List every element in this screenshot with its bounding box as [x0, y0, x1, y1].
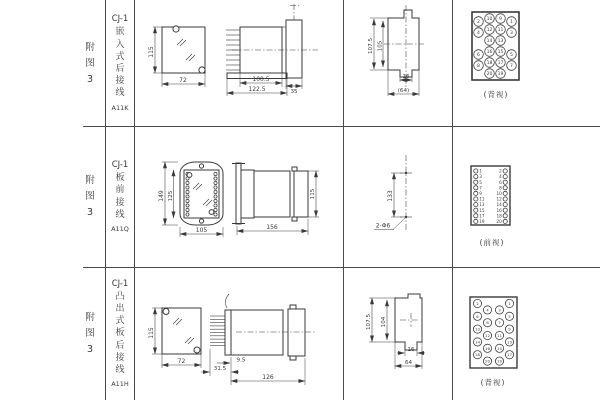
terminal-dot	[214, 195, 217, 198]
row3-fig-label	[81, 267, 99, 400]
row2-mount-type	[115, 172, 124, 221]
label-char: 接	[115, 197, 125, 208]
terminal-number: 7	[479, 185, 482, 191]
row1-cutout-front-view	[148, 26, 205, 87]
terminal-number: 11	[479, 196, 485, 202]
dim-slot-width: 16	[402, 74, 410, 80]
terminal-dot	[186, 199, 189, 202]
terminal-circle	[503, 191, 507, 195]
label-char: 图	[85, 57, 95, 69]
row3-mount-type	[115, 291, 124, 376]
screw-mark-icon	[173, 318, 194, 344]
label-char: 凸	[115, 291, 125, 302]
screw-mark-icon	[177, 39, 195, 61]
label-char: 线	[115, 365, 125, 375]
dim-panel-width: 64	[404, 360, 413, 366]
terminal-number: 20	[485, 358, 490, 364]
terminal-dot	[214, 208, 217, 211]
terminal-dot	[214, 204, 217, 207]
terminal-circle	[474, 197, 478, 201]
terminal-number: 8	[477, 64, 480, 70]
row1-side-view	[226, 4, 318, 96]
terminal-number: 18	[486, 61, 493, 67]
terminal-dots-right	[214, 172, 217, 216]
label-char: 后	[115, 340, 125, 351]
label-char: 式	[115, 316, 125, 327]
dim-total-length: 156	[266, 224, 278, 231]
terminal-dot	[186, 204, 189, 207]
terminal-number: 6	[476, 313, 479, 319]
dim-body-length: 100.5	[252, 76, 270, 83]
label-char: 图	[85, 191, 95, 202]
terminal-number: 8	[499, 185, 502, 191]
dim-cutout-width: 72	[179, 77, 187, 84]
terminal-dot	[186, 208, 189, 211]
terminal-circle	[474, 191, 478, 195]
row2-type-column	[106, 126, 134, 267]
row2-side-view	[232, 163, 319, 235]
terminal-number: 8	[486, 320, 489, 326]
row2-drilling-template	[374, 155, 412, 232]
row2-view-label: (前视)	[479, 238, 505, 247]
row3-model-label: A11H	[111, 380, 129, 389]
terminal-circle	[474, 169, 478, 173]
row1-fig-label	[81, 0, 99, 126]
screw-mark-icon	[193, 183, 212, 206]
terminal-number: 3	[498, 307, 501, 313]
terminal-number: 2	[499, 168, 502, 174]
label-char: 后	[115, 64, 125, 74]
dim-cutout-width: 72	[177, 358, 186, 365]
terminal-dots-left	[186, 172, 189, 216]
terminal-circle	[503, 203, 507, 207]
terminal-number: 9	[508, 326, 511, 332]
label-char: 接	[115, 352, 125, 363]
dim-total-length: 122.5	[248, 86, 266, 93]
terminal-number: 19	[497, 358, 502, 364]
row3-cutout-front-view	[148, 308, 201, 368]
dim-strip-height: 125	[168, 190, 174, 202]
label-char: 图	[85, 328, 95, 339]
terminal-circle	[503, 169, 507, 173]
terminal-dot	[214, 213, 217, 216]
terminal-circle	[503, 208, 507, 212]
label-char: 线	[115, 209, 125, 220]
terminal-number: 16	[496, 207, 502, 213]
terminal-number: 4	[486, 307, 489, 313]
terminal-number: 20	[496, 219, 502, 224]
terminal-circle	[474, 219, 478, 223]
terminal-number: 15	[497, 50, 504, 56]
label-char: 嵌	[115, 27, 125, 38]
terminal-number: 1	[510, 20, 513, 26]
terminal-zigzag	[473, 299, 513, 365]
terminal-number: 3	[510, 31, 513, 37]
label-char: 前	[115, 185, 125, 196]
terminal-number: 6	[499, 179, 502, 185]
terminal-number: 4	[499, 174, 502, 180]
row2-model-label: A11Q	[111, 224, 129, 233]
dim-cutout-height: 115	[148, 327, 155, 339]
terminal-number: 19	[497, 72, 504, 78]
terminal-dot	[186, 181, 189, 184]
terminal-circle	[474, 186, 478, 190]
row2-front-view	[158, 162, 223, 237]
label-char: 式	[115, 51, 125, 62]
terminal-dot	[214, 177, 217, 180]
row2-series-label: CJ-1	[111, 160, 129, 171]
terminal-number: 20	[486, 72, 493, 78]
dim-lead: 9.5	[236, 357, 246, 364]
terminal-circle	[503, 197, 507, 201]
terminal-strip	[474, 169, 508, 224]
row1-model-label: A11K	[111, 103, 129, 112]
label-char: 附	[85, 312, 95, 323]
terminal-number: 5	[510, 53, 513, 59]
terminal-grid	[474, 14, 517, 79]
terminal-number: 17	[479, 213, 485, 219]
label-char: 附	[85, 41, 95, 53]
row1-view-label: (背视)	[483, 90, 509, 99]
dim-body-height: 115	[310, 188, 316, 200]
label-char: 线	[115, 88, 125, 99]
terminal-number: 9	[479, 191, 482, 196]
dim-plate-width: 105	[195, 227, 208, 234]
label-char: 板	[115, 173, 125, 184]
row2-fig-label	[81, 126, 99, 267]
terminal-number: 19	[479, 219, 485, 224]
row3-view-label: (背视)	[480, 378, 506, 387]
row3-terminal-diagram	[470, 297, 517, 368]
terminal-number: 14	[475, 339, 480, 345]
terminal-circle	[474, 180, 478, 184]
terminal-number: 13	[479, 202, 485, 208]
dim-flange-width: 35	[290, 89, 298, 95]
label-char: 附	[85, 175, 95, 186]
terminal-number: 13	[507, 339, 512, 345]
dim-panel-outer-height: 107.5	[366, 313, 372, 331]
terminal-dot	[186, 213, 189, 216]
row1-terminal-diagram	[472, 12, 519, 80]
row3-panel-cut-view	[366, 294, 425, 369]
label-char: 3	[86, 207, 94, 218]
terminal-circle	[503, 186, 507, 190]
dim-panel-inner-height: 105	[377, 40, 384, 52]
dim-plate-height: 149	[158, 190, 165, 202]
terminal-number: 5	[508, 313, 511, 319]
label-char: 板	[115, 328, 125, 339]
terminal-number: 17	[507, 352, 512, 358]
terminal-number: 10	[475, 326, 480, 332]
row1-panel-cut-view	[368, 5, 424, 96]
terminal-circle	[474, 208, 478, 212]
terminal-number: 12	[496, 196, 502, 202]
terminal-number: 14	[486, 39, 493, 45]
label-char: 入	[115, 39, 125, 50]
terminal-number: 15	[479, 207, 485, 213]
row3-side-view	[201, 294, 316, 385]
terminal-dot	[214, 190, 217, 193]
dim-panel-outer-height: 107.5	[368, 37, 374, 55]
terminal-number: 11	[497, 28, 504, 34]
terminal-circle	[503, 180, 507, 184]
row3-type-column	[106, 267, 134, 400]
terminal-number: 10	[496, 191, 502, 196]
terminal-dot	[214, 172, 217, 175]
terminal-number: 1	[479, 168, 482, 174]
terminal-dot	[214, 181, 217, 184]
terminal-dot	[186, 195, 189, 198]
terminal-number: 5	[479, 179, 482, 185]
terminal-dot	[214, 186, 217, 189]
terminal-circle	[503, 219, 507, 223]
terminal-number: 18	[475, 352, 480, 358]
terminal-circle	[503, 175, 507, 179]
terminal-number: 14	[496, 202, 502, 208]
terminal-dot	[186, 190, 189, 193]
dim-hole-spacing: 133	[387, 190, 394, 202]
terminal-number: 3	[479, 174, 482, 180]
terminal-number: 4	[477, 31, 480, 37]
row1-type-column	[106, 0, 134, 126]
terminal-number: 1	[508, 301, 511, 306]
terminal-number: 13	[497, 39, 504, 45]
terminal-number: 12	[486, 28, 493, 34]
terminal-number: 12	[485, 333, 490, 338]
row1-mount-type	[115, 26, 124, 99]
dim-slot-width: 16	[407, 347, 415, 353]
terminal-number: 17	[497, 61, 504, 67]
label-char: 出	[115, 303, 125, 314]
row3-series-label: CJ-1	[111, 278, 129, 289]
label-char: 3	[86, 73, 94, 85]
row1-series-label: CJ-1	[111, 14, 129, 25]
terminal-number: 9	[499, 17, 502, 23]
dim-body-length: 126	[262, 374, 274, 381]
row2-terminal-diagram	[471, 166, 510, 225]
terminal-dot	[214, 199, 217, 202]
dim-offset: 31.5	[213, 366, 227, 372]
terminal-number: 7	[498, 320, 501, 326]
terminal-number: 16	[486, 50, 493, 56]
terminal-number: 10	[486, 17, 493, 23]
terminal-circle	[474, 175, 478, 179]
dim-panel-inner-height: 104	[381, 316, 387, 328]
label-char: 3	[86, 344, 94, 355]
terminal-number: 18	[496, 213, 502, 219]
terminal-number: 7	[510, 64, 513, 70]
terminal-number: 2	[476, 301, 479, 306]
terminal-number: 6	[477, 53, 480, 59]
terminal-number: 16	[485, 345, 490, 351]
terminal-circle	[503, 214, 507, 218]
label-char: 接	[115, 76, 125, 87]
hole-note: 2-Φ6	[375, 222, 391, 230]
terminal-number: 11	[497, 333, 502, 338]
terminal-circle	[474, 203, 478, 207]
dim-cutout-height: 115	[148, 46, 155, 58]
terminal-number: 2	[477, 20, 480, 26]
terminal-number: 15	[497, 345, 502, 351]
dim-panel-width: (64)	[397, 88, 410, 94]
terminal-dot	[186, 186, 189, 189]
terminal-circle	[474, 214, 478, 218]
